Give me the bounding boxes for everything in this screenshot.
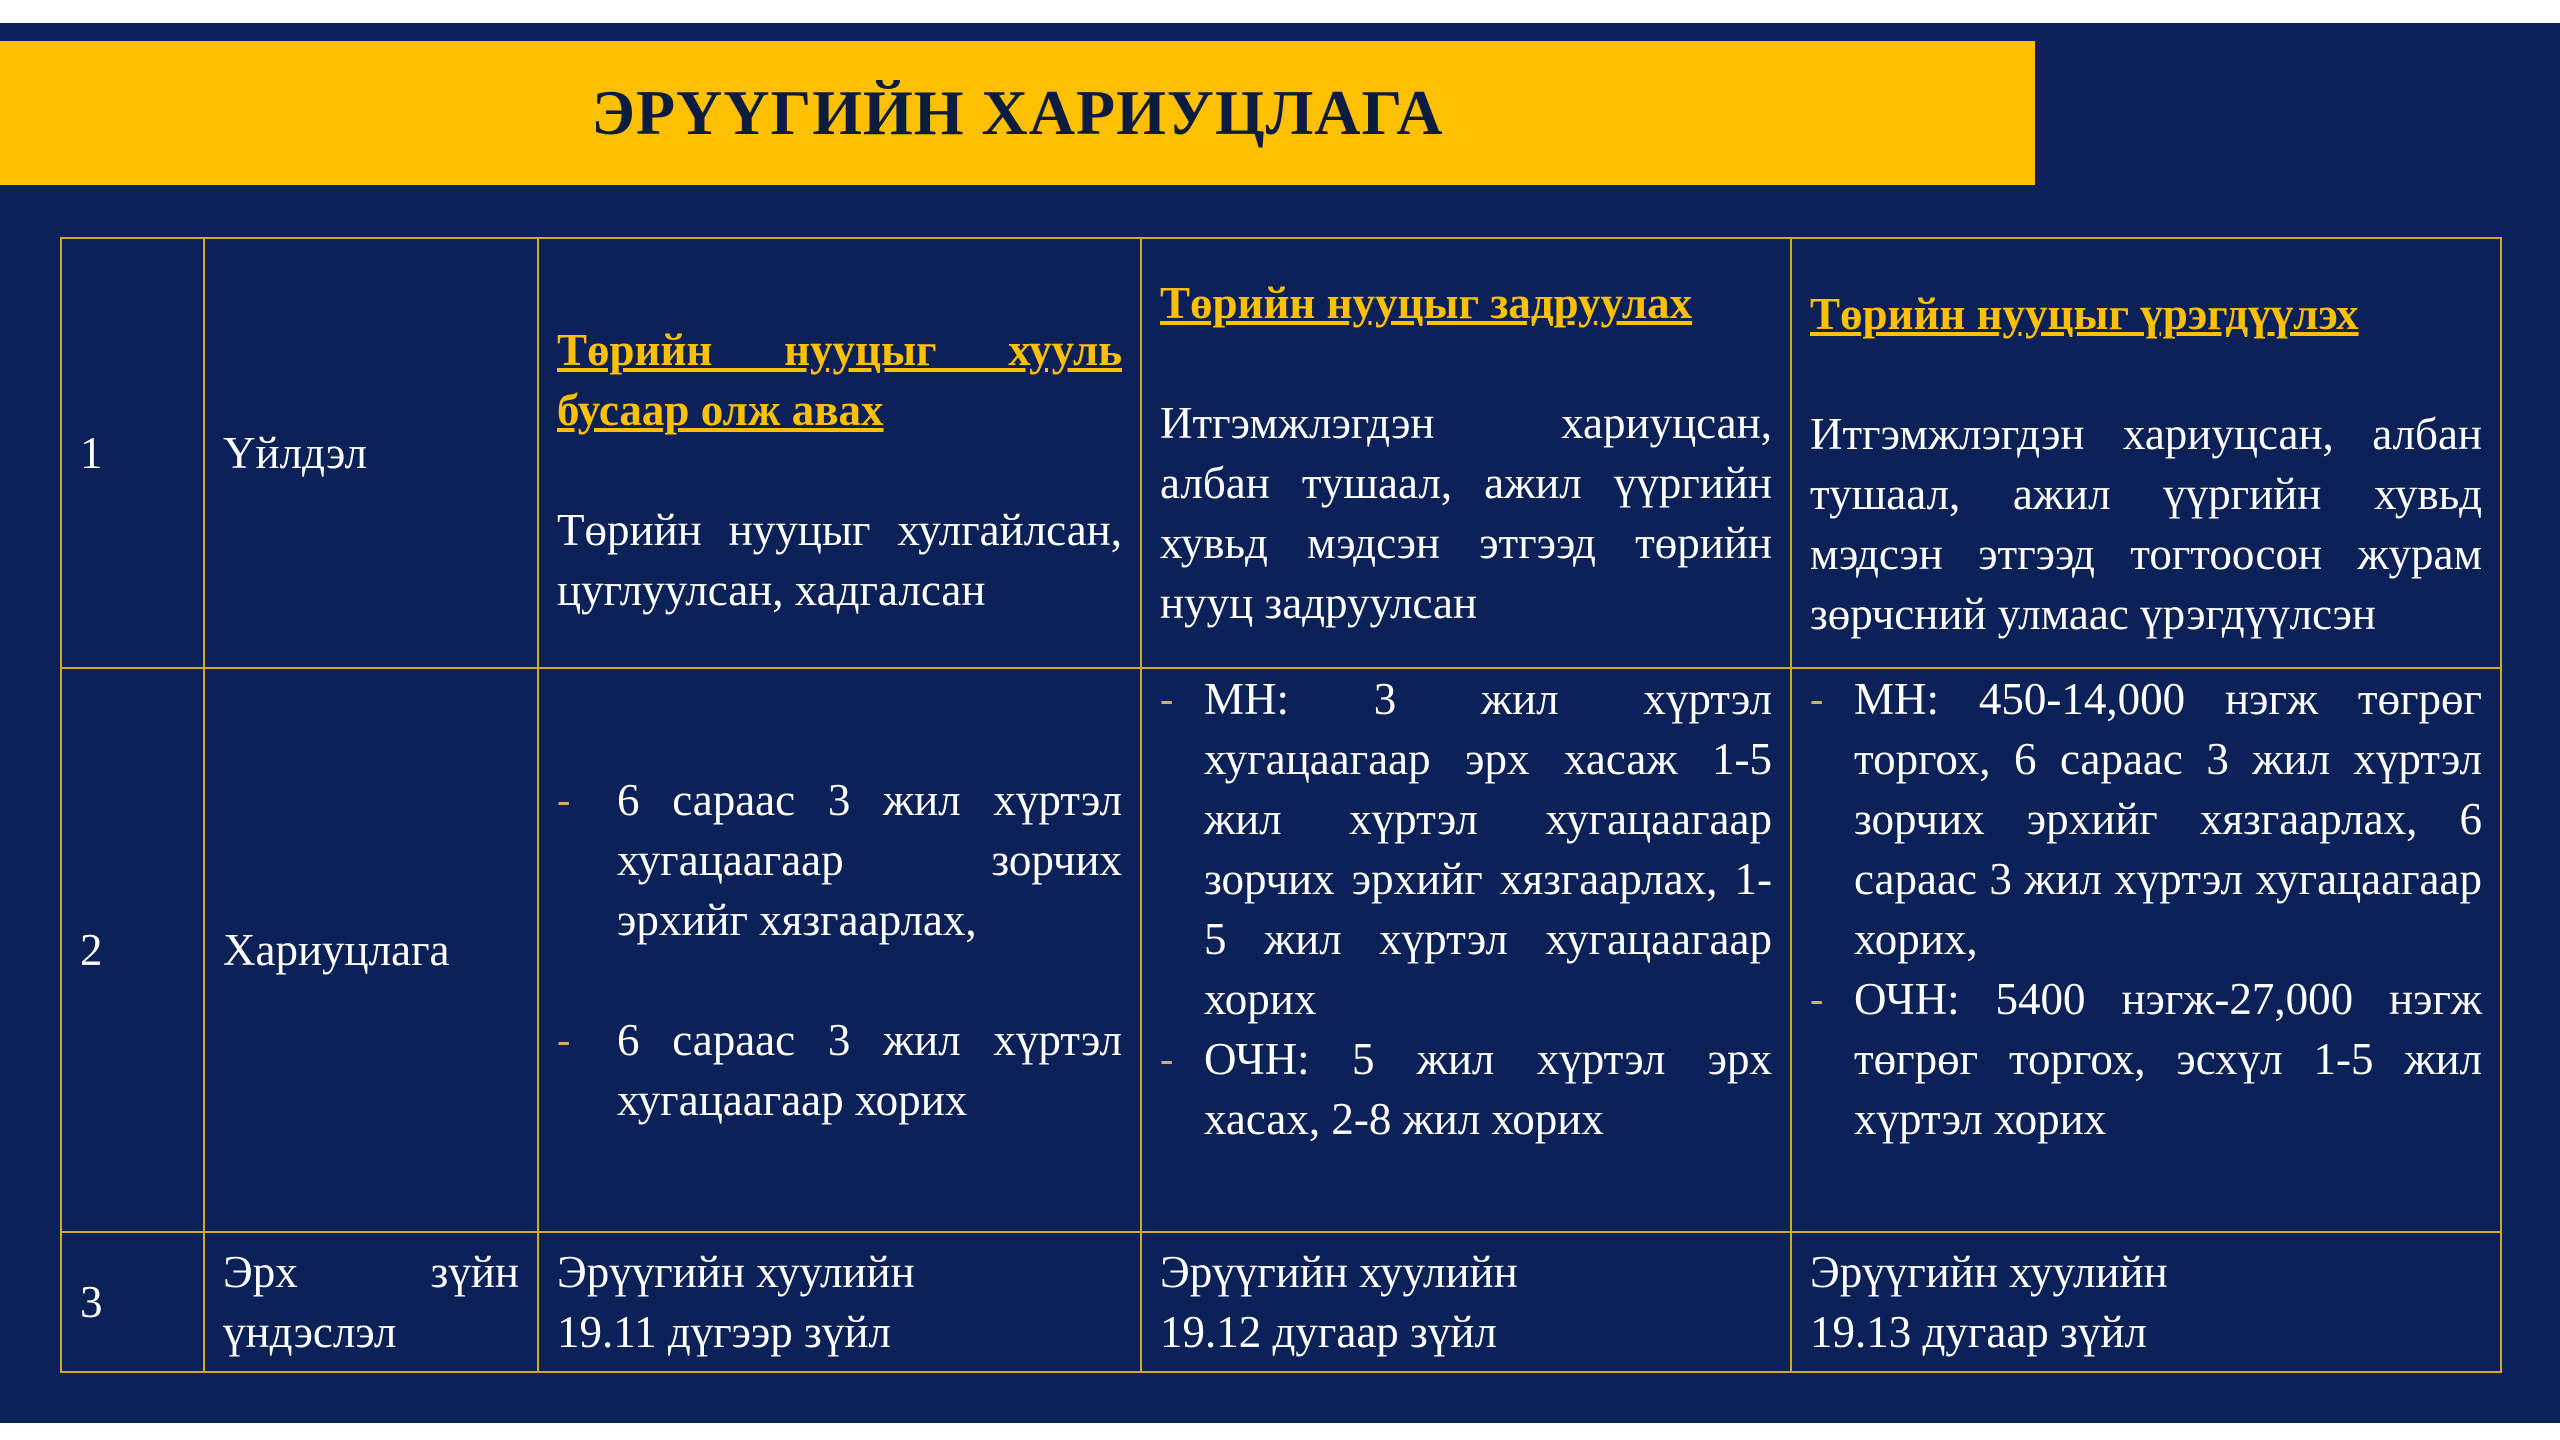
row-number: 3 — [61, 1232, 204, 1372]
liability-table — [60, 237, 2502, 1373]
table-row-act — [61, 238, 2501, 668]
list-item: - ОЧН: 5400 нэгж-27,000 нэгж төгрөг торгох, эсхүл 1-5 жил хүртэл хорих — [1810, 969, 2482, 1149]
cell-law-19-11 — [538, 1232, 1141, 1372]
row-number: 2 — [61, 668, 204, 1232]
slide-background — [0, 23, 2560, 1423]
liability-list-acquisition — [557, 770, 1122, 1130]
cell-illegal-acquisition — [538, 238, 1141, 668]
heading-illegal-acquisition: Төрийн нууцыг хууль бусаар олж авах — [557, 325, 1122, 435]
table-row-legal-basis — [61, 1232, 2501, 1372]
list-item: - МН: 3 жил хүртэл хугацаагаар эрх хасаж 1-5 жил хүртэл хугацаагаар зорчих эрхийг хязгаарлах, 1-5 жил хүртэл хугацаагаар хорих — [1160, 669, 1772, 1029]
law-title: Эрүүгийн хуулийн — [1810, 1247, 2168, 1297]
list-item: - МН: 450-14,000 нэгж төгрөг торгох, 6 сараас 3 жил хүртэл зорчих эрхийг хязгаарлах, 6 сараас 3 жил хүртэл хугацаагаар хорих, — [1810, 669, 2482, 969]
row-label-act: Үйлдэл — [204, 238, 538, 668]
row-label-legal-basis: Эрх зүйн үндэслэл — [204, 1232, 538, 1372]
list-item: - 6 сараас 3 жил хүртэл хугацаагаар хорих — [557, 1010, 1122, 1130]
cell-law-19-13 — [1791, 1232, 2501, 1372]
page-title: ЭРҮҮГИЙН ХАРИУЦЛАГА — [591, 77, 1444, 148]
liability-list-disclosure — [1160, 669, 1772, 1149]
table-row-liability — [61, 668, 2501, 1232]
title-bar — [0, 41, 2035, 185]
heading-loss: Төрийн нууцыг үрэгдүүлэх — [1810, 289, 2359, 339]
text-illegal-acquisition: Төрийн нууцыг хулгайлсан, цуглуулсан, хадгалсан — [557, 505, 1122, 615]
row-label-liability: Хариуцлага — [204, 668, 538, 1232]
law-title: Эрүүгийн хуулийн — [1160, 1247, 1518, 1297]
liability-list-loss — [1810, 669, 2482, 1149]
law-article: 19.13 дугаар зүйл — [1810, 1307, 2147, 1357]
law-title: Эрүүгийн хуулийн — [557, 1247, 915, 1297]
row-number: 1 — [61, 238, 204, 668]
cell-loss — [1791, 238, 2501, 668]
law-article: 19.12 дугаар зүйл — [1160, 1307, 1497, 1357]
law-article: 19.11 дүгээр зүйл — [557, 1307, 891, 1357]
cell-liability-acquisition — [538, 668, 1141, 1232]
text-loss: Итгэмжлэгдэн хариуцсан, албан тушаал, ажил үүргийн хувьд мэдсэн этгээд тогтоосон журам зөрчсний улмаас үрэгдүүлсэн — [1810, 409, 2482, 639]
cell-liability-disclosure — [1141, 668, 1791, 1232]
list-item: - ОЧН: 5 жил хүртэл эрх хасах, 2-8 жил хорих — [1160, 1029, 1772, 1149]
list-item: - 6 сараас 3 жил хүртэл хугацаагаар зорчих эрхийг хязгаарлах, — [557, 770, 1122, 950]
text-disclosure: Итгэмжлэгдэн хариуцсан, албан тушаал, ажил үүргийн хувьд мэдсэн этгээд төрийн нууц задруулсан — [1160, 398, 1772, 628]
heading-disclosure: Төрийн нууцыг задруулах — [1160, 278, 1693, 328]
cell-disclosure — [1141, 238, 1791, 668]
cell-law-19-12 — [1141, 1232, 1791, 1372]
cell-liability-loss — [1791, 668, 2501, 1232]
